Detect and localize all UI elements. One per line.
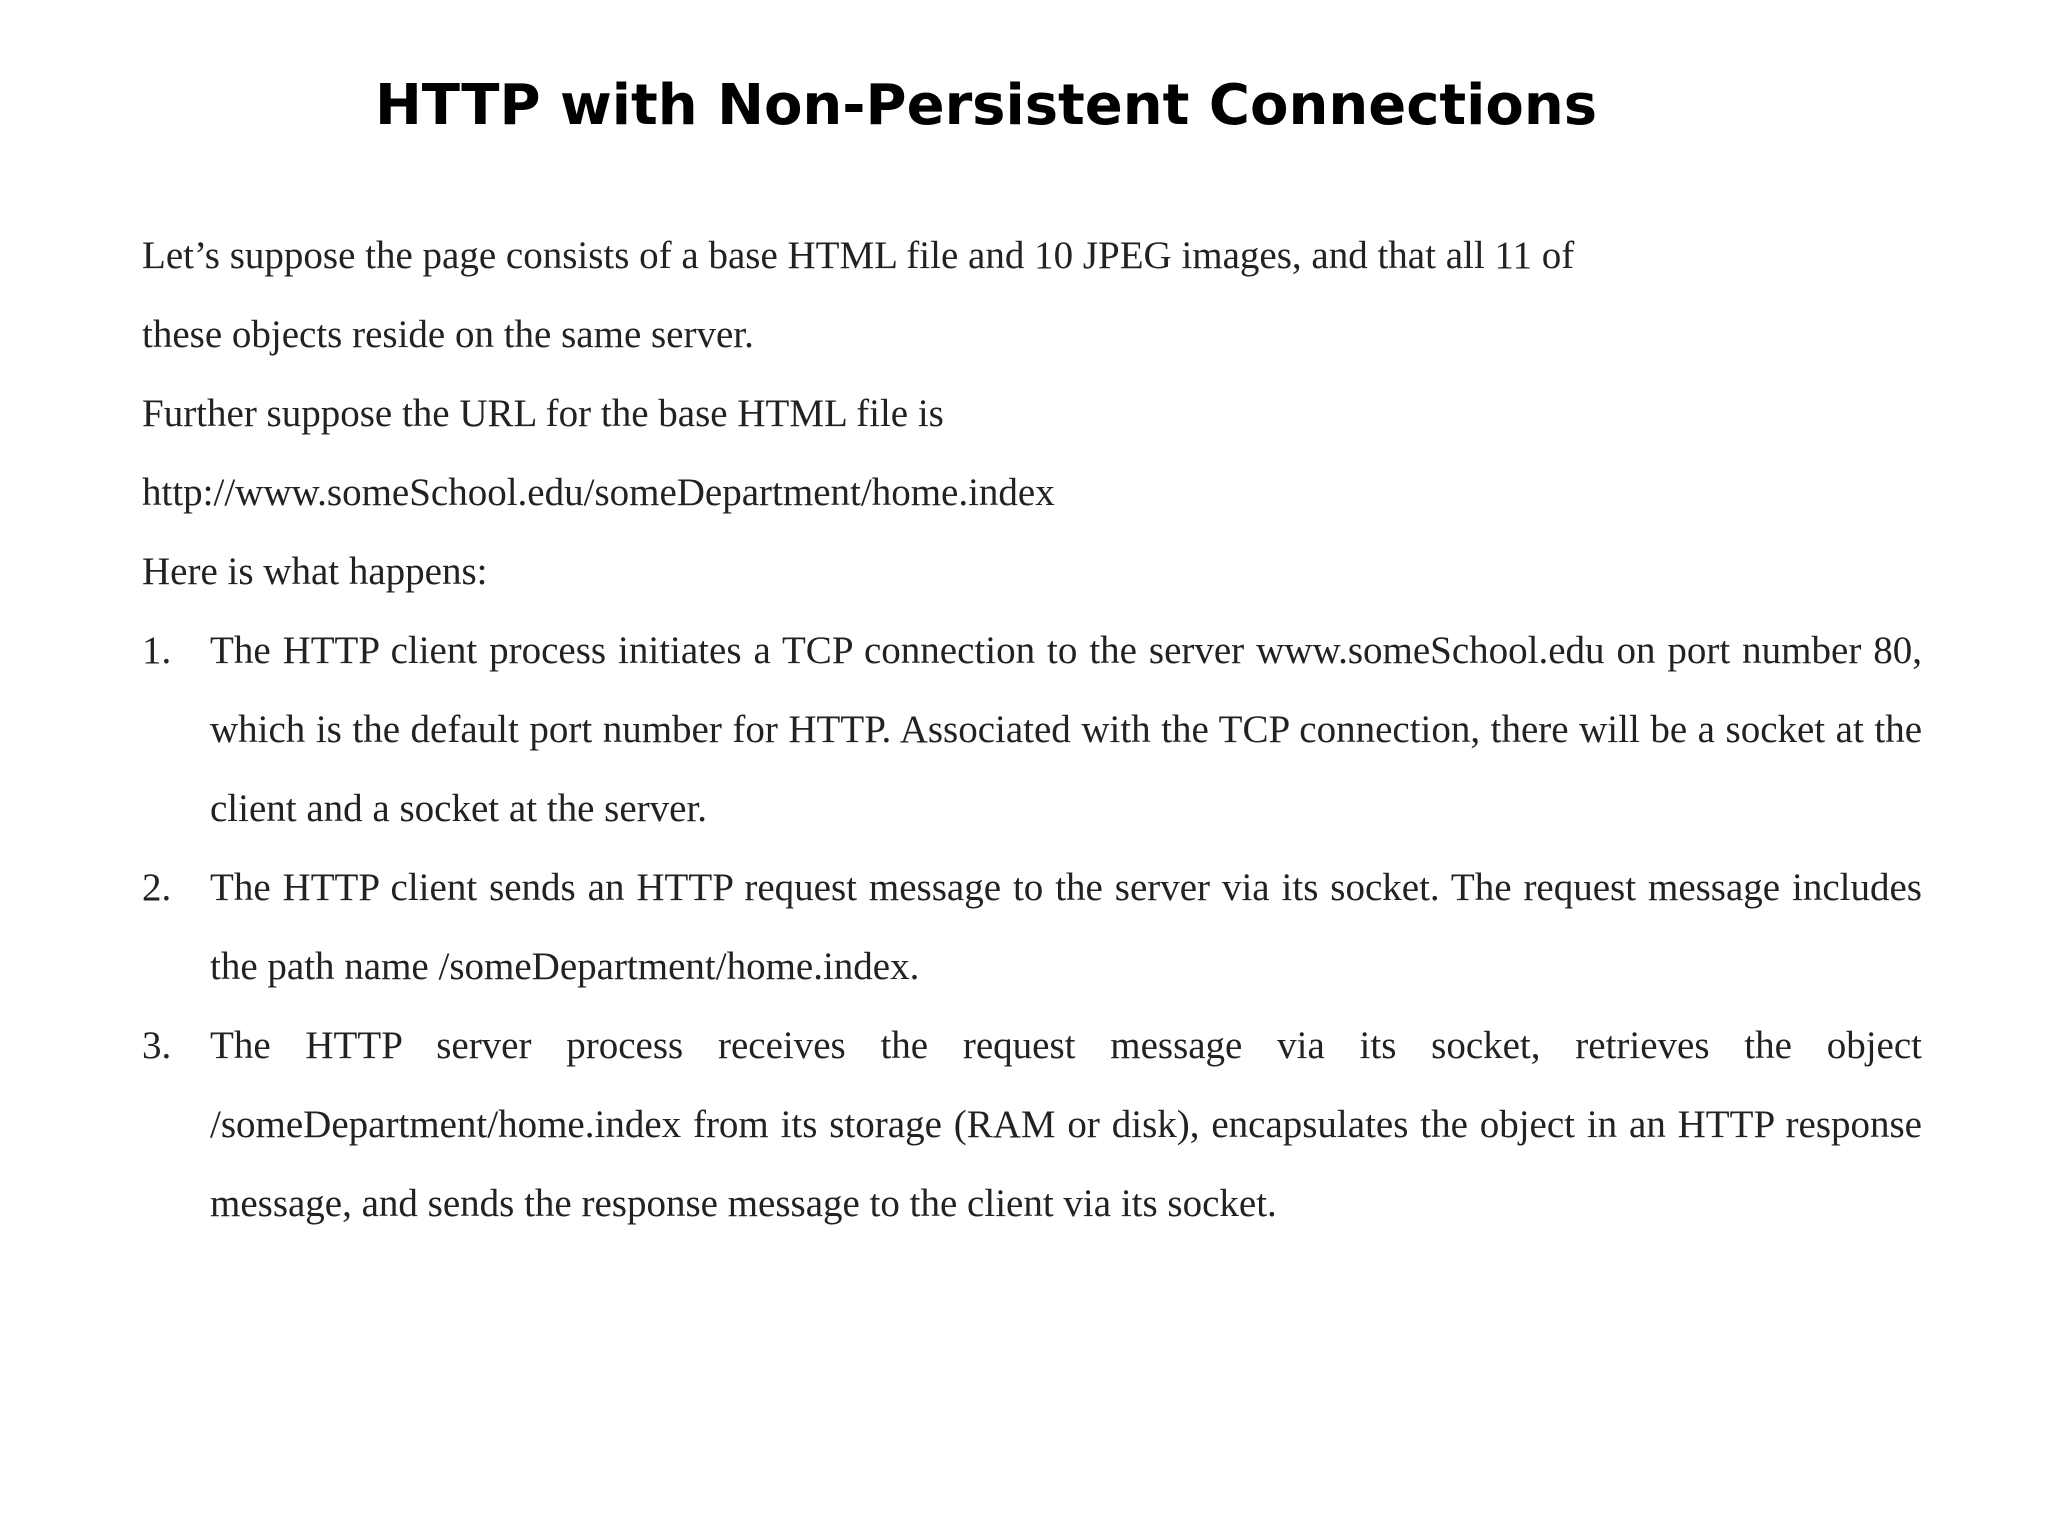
step-number: 3. [142, 1024, 172, 1067]
url-line: http://www.someSchool.edu/someDepartment/home.index [142, 471, 1055, 514]
slide-body [142, 216, 1922, 1243]
intro-line: Let’s suppose the page consists of a base HTML file and 10 JPEG images, and that all 11 of [142, 234, 1575, 277]
step-number: 2. [142, 866, 172, 909]
step-text: The HTTP client process initiates a TCP connection to the server www.someSchool.edu on port number 80, which is the default port number for HTTP. Associated with the TCP connection, there will be a socket at the client and a socket at the server. [210, 629, 1922, 830]
intro-line: these objects reside on the same server. [142, 313, 754, 356]
step-number: 1. [142, 629, 172, 672]
slide-title: HTTP with Non-Persistent Connections [374, 73, 1598, 138]
step-text: The HTTP server process receives the request message via its socket, retrieves the object /someDepartment/home.index from its storage (RAM or disk), encapsulates the object in an HTTP response message, and sends the response message to the client via its socket. [210, 1024, 1922, 1225]
step-text: The HTTP client sends an HTTP request message to the server via its socket. The request message includes the path name /someDepartment/home.index. [210, 866, 1922, 988]
intro-line: Here is what happens: [142, 550, 488, 593]
step-item [142, 1006, 1922, 1243]
step-item [142, 611, 1922, 848]
steps-list [142, 611, 1922, 1243]
step-item [142, 848, 1922, 1006]
intro-line: Further suppose the URL for the base HTML file is [142, 392, 944, 435]
